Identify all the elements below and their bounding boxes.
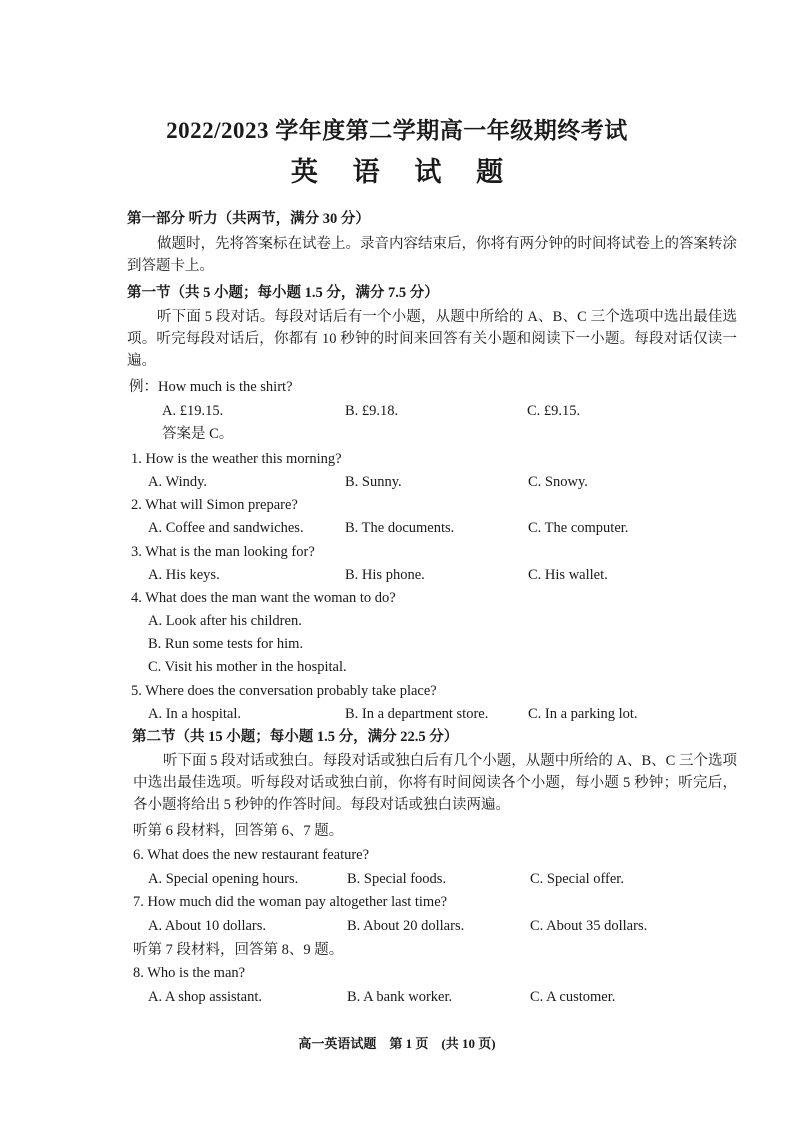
q2-option-b: B. The documents. xyxy=(345,520,455,536)
page-footer: 高一英语试题 第 1 页 (共 10 页) xyxy=(298,1036,496,1051)
q3-option-a: A. His keys. xyxy=(148,567,220,583)
section1-instructions: 听下面 5 段对话。每段对话后有一个小题，从题中所给的 A、B、C 三个选项中选出最佳选项。听完每段对话后，你都有 10 秒钟的时间来回答有关小题和阅读下一小题。每段对话仅读一遍。 xyxy=(127,309,737,369)
material-7-note: 听第 7 段材料，回答第 8、9 题。 xyxy=(133,942,344,958)
question-3: 3. What is the man looking for? xyxy=(131,544,315,560)
q5-option-b: B. In a department store. xyxy=(345,706,489,722)
q5-option-a: A. In a hospital. xyxy=(148,706,242,722)
section2-heading: 第二节（共 15 小题；每小题 1.5 分，满分 22.5 分） xyxy=(132,729,459,745)
q7-option-c: C. About 35 dollars. xyxy=(530,918,648,934)
q8-option-a: A. A shop assistant. xyxy=(148,989,262,1005)
q8-option-b: B. A bank worker. xyxy=(347,989,453,1005)
example-answer: 答案是 C。 xyxy=(162,426,234,442)
question-6: 6. What does the new restaurant feature? xyxy=(133,847,370,863)
q2-option-c: C. The computer. xyxy=(528,520,629,536)
q1-option-b: B. Sunny. xyxy=(345,474,402,490)
part1-heading: 第一部分 听力（共两节，满分 30 分） xyxy=(127,211,370,227)
q2-option-a: A. Coffee and sandwiches. xyxy=(148,520,304,536)
q3-option-c: C. His wallet. xyxy=(528,567,608,583)
exam-subtitle: 英 语 试 题 xyxy=(290,157,518,187)
exam-title: 2022/2023 学年度第二学期高一年级期终考试 xyxy=(166,118,628,143)
question-1: 1. How is the weather this morning? xyxy=(131,451,342,467)
material-6-note: 听第 6 段材料，回答第 6、7 题。 xyxy=(133,823,344,839)
section1-heading: 第一节（共 5 小题；每小题 1.5 分，满分 7.5 分） xyxy=(127,285,439,301)
q6-option-b: B. Special foods. xyxy=(347,871,447,887)
q7-option-b: B. About 20 dollars. xyxy=(347,918,465,934)
question-7: 7. How much did the woman pay altogether last time? xyxy=(133,894,448,910)
example-option-b: B. £9.18. xyxy=(345,403,399,419)
q4-option-a: A. Look after his children. xyxy=(148,613,302,629)
q8-option-c: C. A customer. xyxy=(530,989,616,1005)
section2-instructions: 听下面 5 段对话或独白。每段对话或独白后有几个小题，从题中所给的 A、B、C 三个选项中选出最佳选项。听每段对话或独白前，你将有时间阅读各个小题，每小题 5 秒钟；听完后，各小题将给出 5 秒钟的作答时间。每段对话或独白读两遍。 xyxy=(133,753,737,813)
question-5: 5. Where does the conversation probably take place? xyxy=(131,683,437,699)
part1-instructions: 做题时，先将答案标在试卷上。录音内容结束后，你将有两分钟的时间将试卷上的答案转涂到答题卡上。 xyxy=(127,236,737,274)
question-4: 4. What does the man want the woman to do? xyxy=(131,590,396,606)
q4-option-c: C. Visit his mother in the hospital. xyxy=(148,659,347,675)
example-question: 例：How much is the shirt? xyxy=(129,379,293,395)
example-option-a: A. £19.15. xyxy=(162,403,224,419)
question-8: 8. Who is the man? xyxy=(133,965,246,981)
q6-option-a: A. Special opening hours. xyxy=(148,871,299,887)
q5-option-c: C. In a parking lot. xyxy=(528,706,638,722)
q6-option-c: C. Special offer. xyxy=(530,871,624,887)
q3-option-b: B. His phone. xyxy=(345,567,425,583)
q1-option-a: A. Windy. xyxy=(148,474,208,490)
q1-option-c: C. Snowy. xyxy=(528,474,588,490)
q4-option-b: B. Run some tests for him. xyxy=(148,636,304,652)
q7-option-a: A. About 10 dollars. xyxy=(148,918,267,934)
question-2: 2. What will Simon prepare? xyxy=(131,497,298,513)
example-option-c: C. £9.15. xyxy=(527,403,581,419)
